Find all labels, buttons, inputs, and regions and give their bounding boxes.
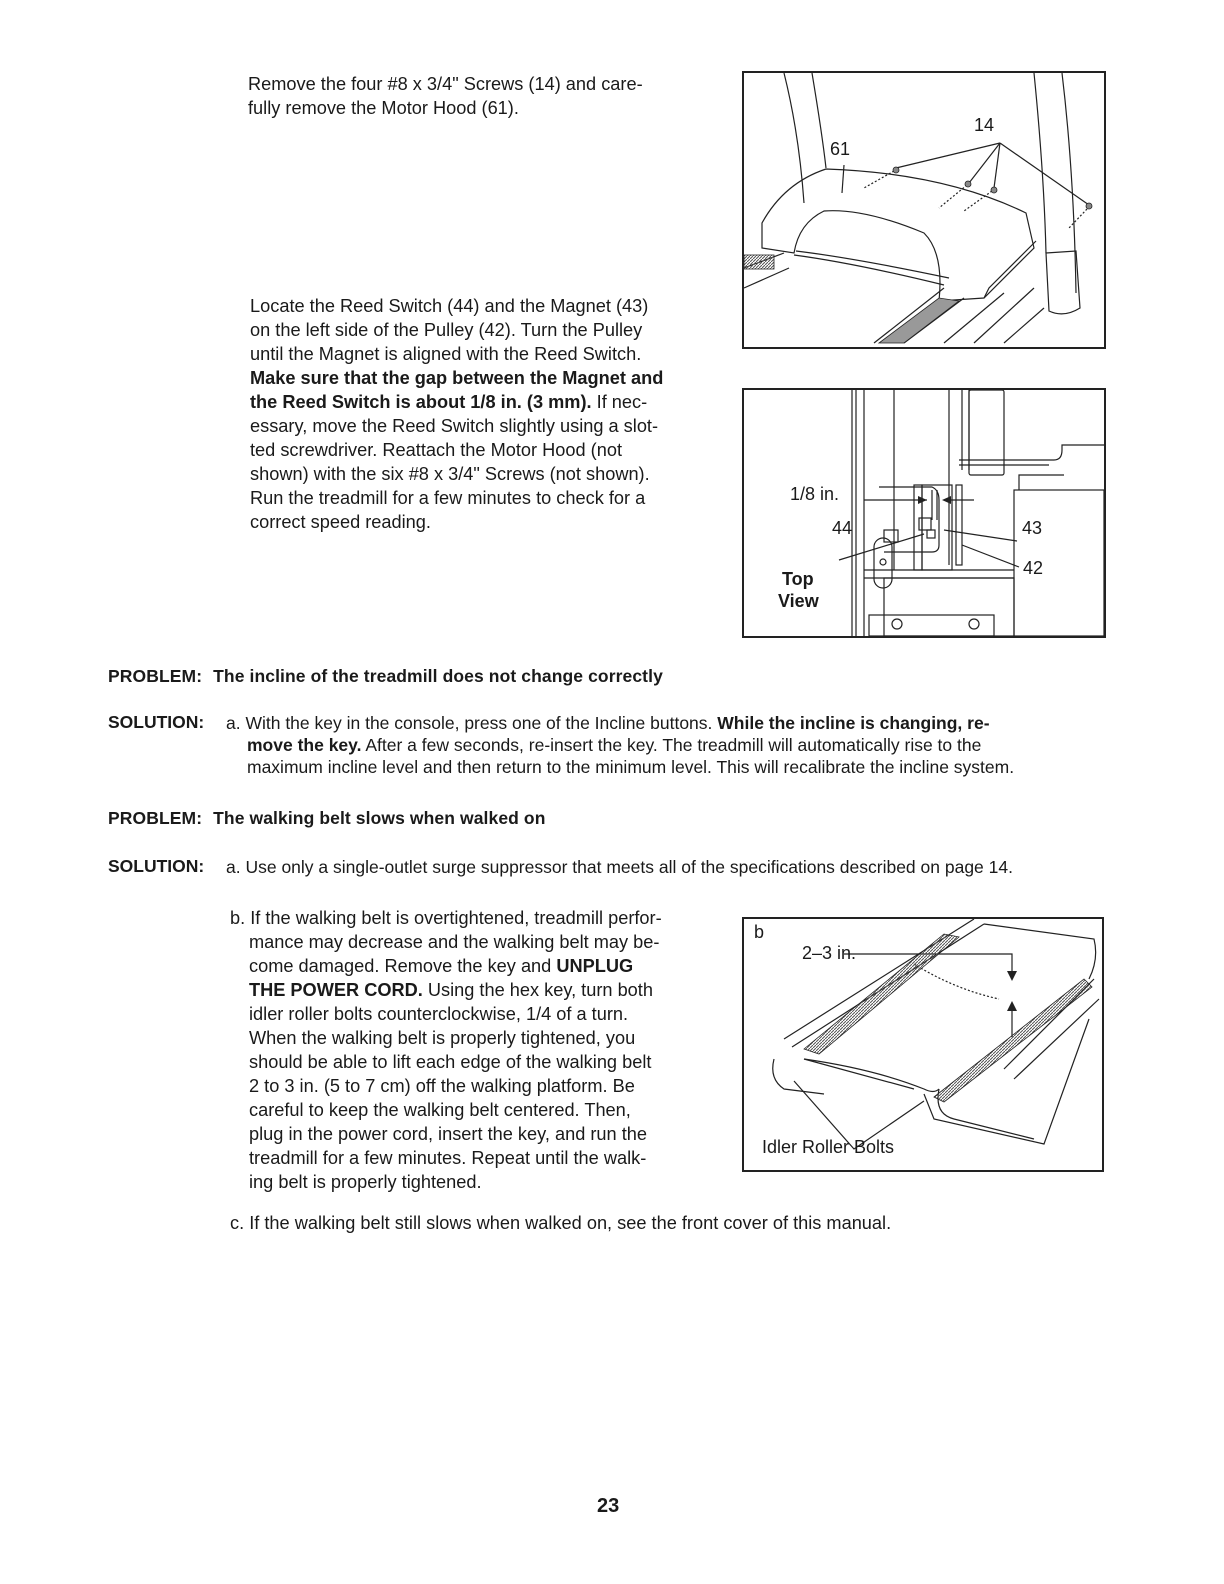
step-line: Locate the Reed Switch (44) and the Magnet (43) (250, 296, 649, 316)
label-motor-hood: 61 (830, 139, 851, 159)
page-number: 23 (597, 1495, 620, 1517)
figure-motor-hood (742, 71, 1106, 349)
solution-label: SOLUTION: (108, 856, 205, 876)
label-reed-switch: 44 (832, 518, 853, 538)
step-line: correct speed reading. (250, 512, 431, 532)
label-step-b: b (754, 922, 765, 942)
warning-text: the Reed Switch is about 1/8 in. (3 mm). (250, 392, 592, 412)
problem-text: The walking belt slows when walked on (213, 808, 546, 828)
motor-hood-illustration (744, 73, 1104, 347)
step-line: Remove the four #8 x 3/4" Screws (14) and care- (248, 74, 643, 94)
figure-belt-tension (742, 917, 1104, 1172)
solution-incline-a: a. With the key in the console, press one of the Incline buttons. While the incline is changing, re- move the key. After a few seconds, re-insert the key. The treadmill will automatically rise to the maximum incline level and then return to the minimum level. This will recalibrate the incline system. (226, 713, 1015, 777)
step-text: If nec- (591, 392, 648, 412)
belt-tension-illustration (744, 919, 1102, 1170)
warning-text: Make sure that the gap between the Magnet and (250, 368, 664, 388)
step-line: ted screwdriver. Reattach the Motor Hood (not (250, 440, 623, 460)
step-remove-hood (248, 72, 718, 120)
problem-incline-heading (108, 666, 663, 687)
step-line: shown) with the six #8 x 3/4" Screws (not shown). (250, 464, 650, 484)
label-magnet: 43 (1022, 518, 1043, 538)
problem-belt-heading (108, 808, 545, 829)
problem-label: PROBLEM: (108, 666, 203, 686)
figure-reed-switch-top-view (742, 388, 1106, 638)
label-gap: 1/8 in. (790, 484, 840, 504)
step-line: fully remove the Motor Hood (61). (248, 98, 519, 118)
solution-label: SOLUTION: (108, 712, 205, 732)
step-line: on the left side of the Pulley (42). Turn the Pulley (250, 320, 643, 340)
label-screws: 14 (974, 115, 995, 135)
step-reed-switch (250, 294, 720, 534)
label-top-view: Top View (778, 569, 819, 611)
solution-belt-a: a. Use only a single-outlet surge suppressor that meets all of the specifications described on page 14. (226, 857, 1013, 877)
problem-text: The incline of the treadmill does not change correctly (213, 666, 663, 686)
step-line: Run the treadmill for a few minutes to check for a (250, 488, 646, 508)
problem-label: PROBLEM: (108, 808, 203, 828)
label-idler-roller-bolts: Idler Roller Bolts (762, 1137, 895, 1157)
step-line: until the Magnet is aligned with the Reed Switch. (250, 344, 642, 364)
step-line: essary, move the Reed Switch slightly using a slot- (250, 416, 659, 436)
solution-belt-b: b. If the walking belt is overtightened, treadmill perfor- mance may decrease and the walking belt may be- come damaged. Remove the key and UNPLUG THE POWER CORD. Using the hex key, turn both idler roller bolts counterclockwise, 1/4 of a turn. When the walking belt is properly tightened, you should be able to lift each edge of the walking belt 2 to 3 in. (5 to 7 cm) off the walking platform. Be careful to keep the walking belt centered. Then, plug in the power cord, insert the key, and run the treadmill for a few minutes. Repeat until the walk- ing belt is properly tightened. (230, 908, 662, 1192)
label-lift-distance: 2–3 in. (802, 943, 857, 963)
label-pulley: 42 (1023, 558, 1044, 578)
solution-belt-c: c. If the walking belt still slows when walked on, see the front cover of this manual. (230, 1213, 892, 1233)
